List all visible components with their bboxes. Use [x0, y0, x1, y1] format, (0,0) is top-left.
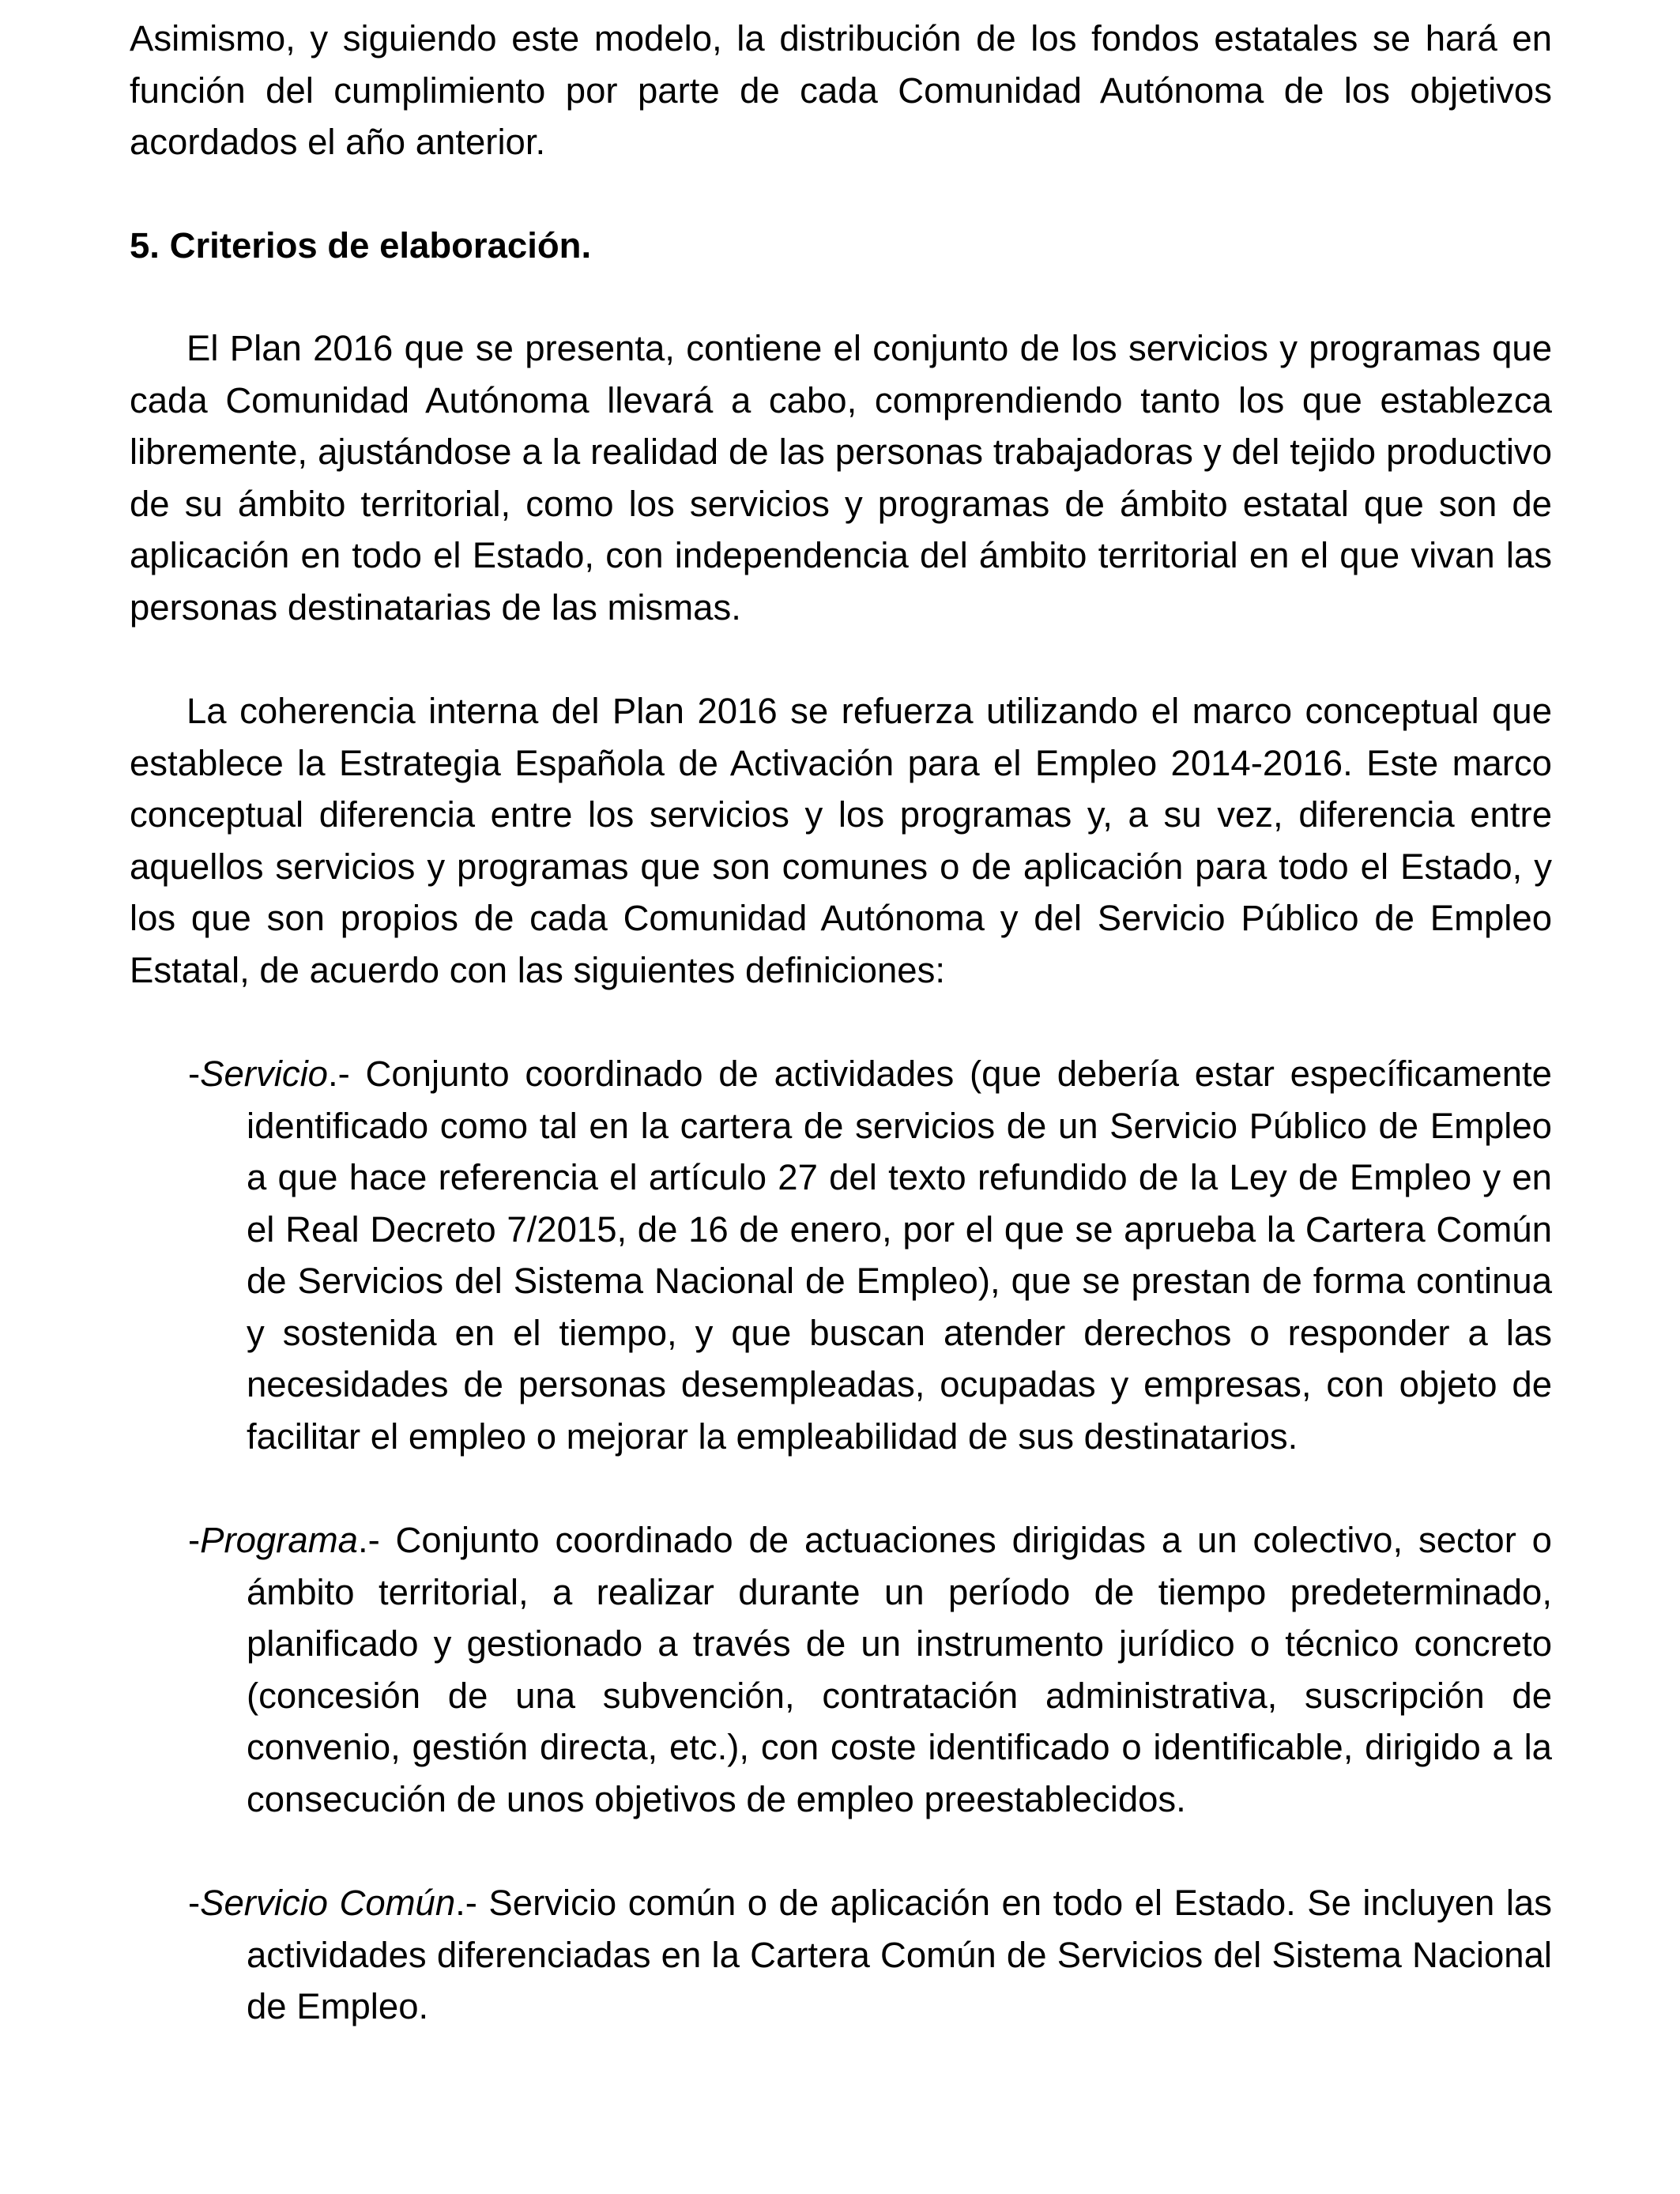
definition-term: Programa [200, 1520, 358, 1560]
definition-prefix: - [188, 1883, 201, 1923]
definition-text: .- Conjunto coordinado de actuaciones dirigidas a un colectivo, sector o ámbito territorial, a realizar durante un período de tiempo predeterminado, planificado y gestionado a través de un instrumento jurídico o técnico concreto (concesión de una subvención, contratación administrativa, suscripción de convenio, gestión directa, etc.), con coste identificado o identificable, dirigido a la consecución de unos objetivos de empleo preestablecidos. [247, 1520, 1552, 1819]
paragraph-plan: El Plan 2016 que se presenta, contiene el conjunto de los servicios y programas que cada Comunidad Autónoma llevará a cabo, comprendiendo tanto los que establezca libremente, ajustándose a la realidad de las personas trabajadoras y del tejido productivo de su ámbito territorial, como los servicios y programas de ámbito estatal que son de aplicación en todo el Estado, con independencia del ámbito territorial en el que vivan las personas destinatarias de las mismas. [130, 328, 1552, 628]
definition-term: Servicio [200, 1054, 328, 1094]
document-page [130, 13, 1552, 2033]
definition-term: Servicio Común [200, 1883, 456, 1923]
definition-servicio-comun [130, 1877, 1552, 2033]
definition-prefix: - [188, 1054, 201, 1094]
definition-servicio [130, 1048, 1552, 1462]
section-heading: 5. Criterios de elaboración. [130, 224, 592, 266]
paragraph-coherence: La coherencia interna del Plan 2016 se refuerza utilizando el marco conceptual que establece la Estrategia Española de Activación para el Empleo 2014-2016. Este marco conceptual diferencia entre los servicios y los programas y, a su vez, diferencia entre aquellos servicios y programas que son comunes o de aplicación para todo el Estado, y los que son propios de cada Comunidad Autónoma y del Servicio Público de Empleo Estatal, de acuerdo con las siguientes definiciones: [130, 691, 1552, 990]
definition-text: .- Servicio común o de aplicación en todo el Estado. Se incluyen las actividades diferenciadas en la Cartera Común de Servicios del Sistema Nacional de Empleo. [247, 1883, 1552, 2026]
definition-programa [130, 1514, 1552, 1825]
intro-paragraph: Asimismo, y siguiendo este modelo, la distribución de los fondos estatales se hará en función del cumplimiento por parte de cada Comunidad Autónoma de los objetivos acordados el año anterior. [130, 18, 1552, 162]
definition-text: .- Conjunto coordinado de actividades (que debería estar específicamente identificado como tal en la cartera de servicios de un Servicio Público de Empleo a que hace referencia el artículo 27 del texto refundido de la Ley de Empleo y en el Real Decreto 7/2015, de 16 de enero, por el que se aprueba la Cartera Común de Servicios del Sistema Nacional de Empleo), que se prestan de forma continua y sostenida en el tiempo, y que buscan atender derechos o responder a las necesidades de personas desempleadas, ocupadas y empresas, con objeto de facilitar el empleo o mejorar la empleabilidad de sus destinatarios. [247, 1054, 1552, 1457]
definition-prefix: - [188, 1520, 201, 1560]
